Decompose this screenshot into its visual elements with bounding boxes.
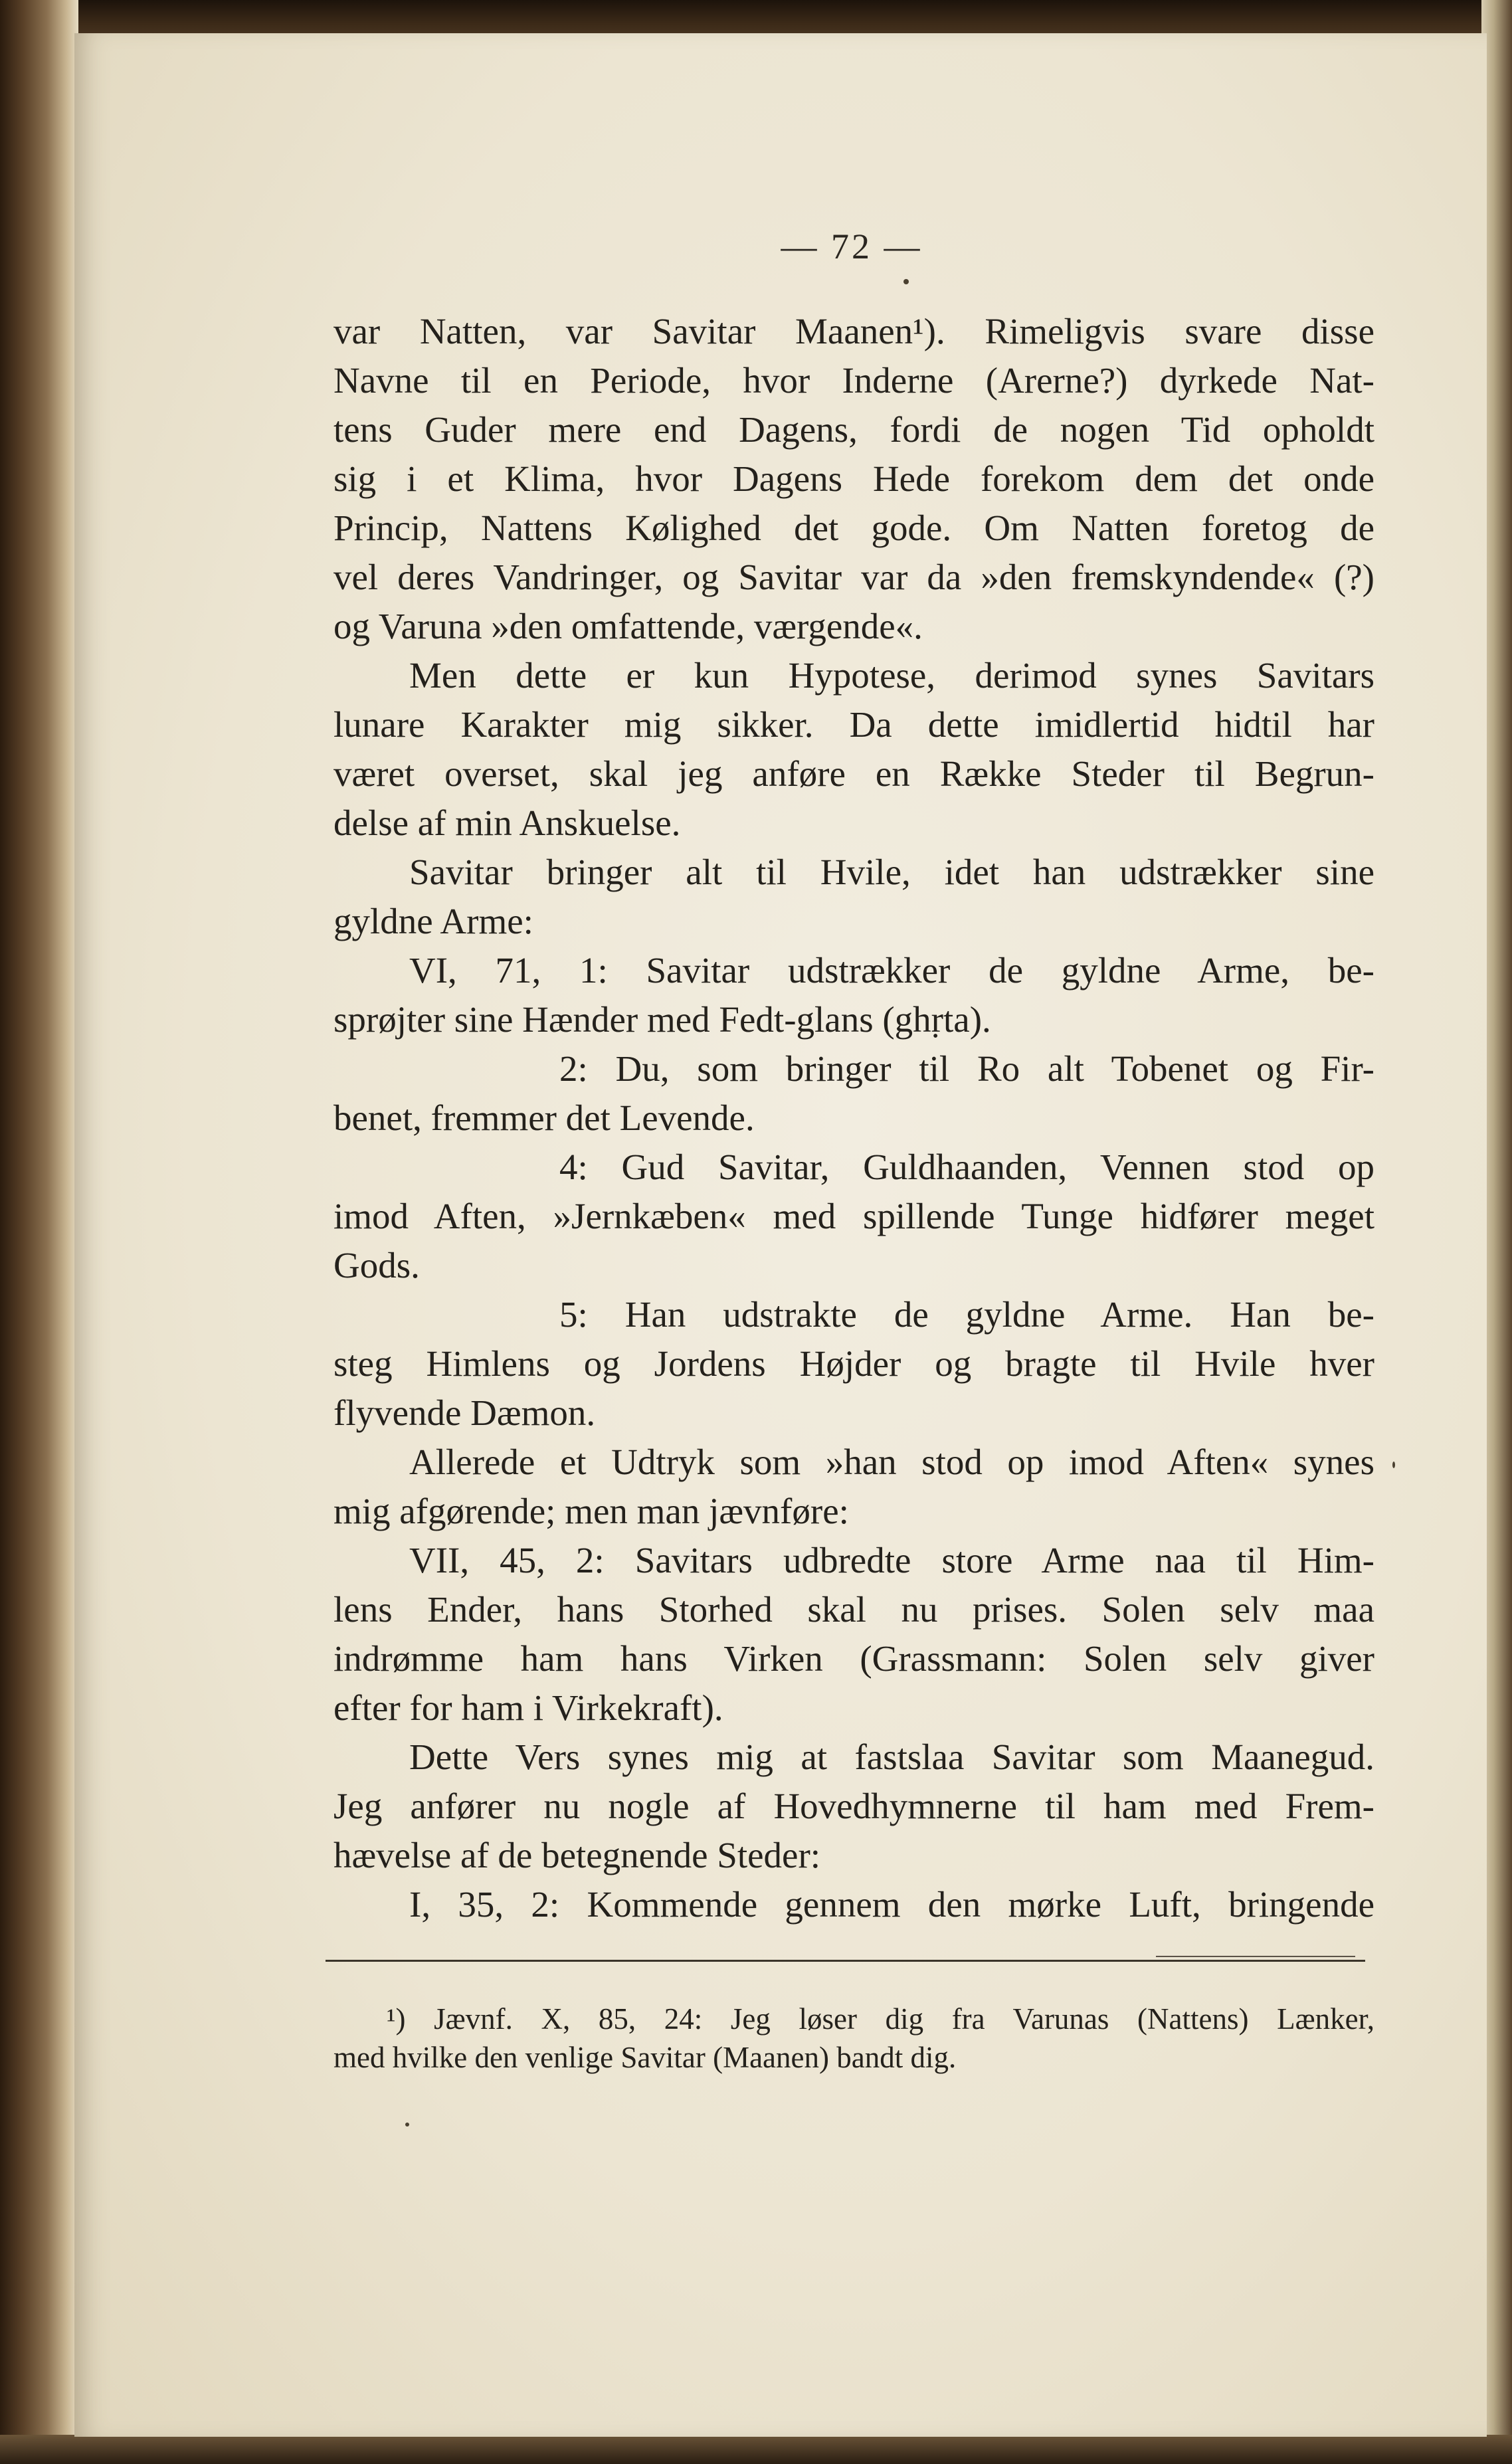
text-line: tens Guder mere end Dagens, fordi de nogen Tid opholdt [333, 409, 1374, 450]
text-line: Allerede et Udtryk som »han stod op imod Aften« synes [409, 1442, 1374, 1482]
text-line: lens Ender, hans Storhed skal nu prises. Solen selv maa [333, 1589, 1374, 1630]
text-line: steg Himlens og Jordens Højder og bragte til Hvile hver [333, 1343, 1374, 1384]
text-line: lunare Karakter mig sikker. Da dette imidlertid hidtil har [333, 704, 1374, 745]
text-line: sig i et Klima, hvor Dagens Hede forekom dem det onde [333, 458, 1374, 499]
text-line: mig afgørende; men man jævnføre: [333, 1491, 849, 1531]
text-line: Jeg anfører nu nogle af Hovedhymnerne til ham med Frem- [333, 1786, 1374, 1826]
paper-speck [1392, 1462, 1395, 1468]
text-line: indrømme ham hans Virken (Grassmann: Solen selv giver [333, 1638, 1374, 1679]
text-line: delse af min Anskuelse. [333, 803, 681, 843]
footnote-rule [326, 1960, 1365, 1962]
text-line: været overset, skal jeg anføre en Række Steder til Begrun- [333, 753, 1374, 794]
text-line: Savitar bringer alt til Hvile, idet han udstrækker sine [409, 852, 1374, 892]
page-number: — 72 — [781, 227, 923, 266]
text-line: VI, 71, 1: Savitar udstrækker de gyldne Arme, be- [409, 950, 1374, 991]
paper-speck [903, 279, 909, 284]
text-line: Men dette er kun Hypotese, derimod synes Savitars [409, 655, 1374, 696]
text-line: 5: Han udstrakte de gyldne Arme. Han be- [559, 1294, 1374, 1335]
text-line: sprøjter sine Hænder med Fedt-glans (ghṛta). [333, 999, 991, 1040]
text-line: Gods. [333, 1245, 420, 1285]
text-line: flyvende Dæmon. [333, 1392, 596, 1433]
text-line: 4: Gud Savitar, Guldhaanden, Vennen stod op [559, 1147, 1374, 1187]
paper-speck [405, 2123, 409, 2127]
text-line: var Natten, var Savitar Maanen¹). Rimeligvis svare disse [333, 311, 1374, 351]
text-line: hævelse af de betegnende Steder: [333, 1835, 821, 1875]
footnote-line: med hvilke den venlige Savitar (Maanen) bandt dig. [333, 2041, 957, 2074]
footnote-rule-accent [1156, 1956, 1355, 1957]
book-spine [0, 0, 78, 2464]
text-line: og Varuna »den omfattende, værgende«. [333, 606, 923, 646]
text-line: gyldne Arme: [333, 901, 533, 941]
text-line: Dette Vers synes mig at fastslaa Savitar som Maanegud. [409, 1737, 1374, 1777]
text-line: Navne til en Periode, hvor Inderne (Arerne?) dyrkede Nat- [333, 360, 1374, 401]
text-line: benet, fremmer det Levende. [333, 1097, 755, 1138]
text-line: imod Aften, »Jernkæben« med spillende Tunge hidfører meget [333, 1196, 1374, 1236]
text-line: efter for ham i Virkekraft). [333, 1687, 723, 1728]
text-line: 2: Du, som bringer til Ro alt Tobenet og Fir- [559, 1048, 1374, 1089]
text-line: vel deres Vandringer, og Savitar var da »den fremskyndende« (?) [333, 557, 1374, 597]
text-line: I, 35, 2: Kommende gennem den mørke Luft, bringende [409, 1884, 1374, 1925]
footnote-line: ¹) Jævnf. X, 85, 24: Jeg løser dig fra Varunas (Nattens) Lænker, [387, 2002, 1374, 2036]
text-line: Princip, Nattens Kølighed det gode. Om Natten foretog de [333, 508, 1374, 548]
book-edge-bottom [0, 2435, 1512, 2464]
text-line: VII, 45, 2: Savitars udbredte store Arme naa til Him- [409, 1540, 1374, 1580]
